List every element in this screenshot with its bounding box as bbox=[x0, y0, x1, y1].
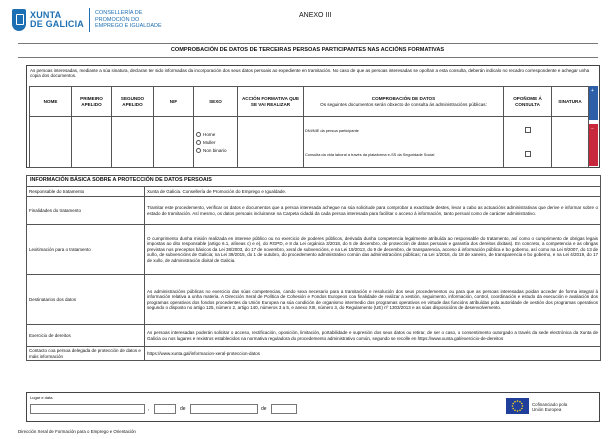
docs-list bbox=[304, 117, 504, 168]
info-text: Xunta de Galicia. Consellería de Promoción do Emprego e Igualdade. bbox=[145, 187, 601, 197]
sex-options bbox=[194, 117, 238, 168]
month-input[interactable] bbox=[190, 404, 258, 414]
eu-flag-icon bbox=[506, 398, 529, 414]
nome-input[interactable] bbox=[30, 117, 72, 168]
remove-row-button[interactable] bbox=[589, 124, 598, 166]
info-text: As persoas interesadas poderán solicitar o acceso, rectificación, oposición, limitación, portabilidade e supresión dos seus datos ou retirar, de ser o caso, o consentimento outorgado a través da sede electrónica da Xunta de Galicia ou nos lugares e rexistros establecidos na normativa reguladora do procedemento administrativo común, segundo se recolle en https://www.xunta.gal/exercicio-de-dereitos bbox=[145, 325, 601, 347]
nif-input[interactable] bbox=[154, 117, 194, 168]
eu-line1: Cofinanciado pola bbox=[532, 402, 568, 407]
info-header-row bbox=[27, 176, 601, 187]
accion-formativa-input[interactable] bbox=[238, 117, 304, 168]
sex-radio-muller[interactable] bbox=[196, 140, 236, 145]
top-divider bbox=[18, 43, 598, 44]
col-primeiro-apelido: PRIMEIRO APELIDO bbox=[72, 87, 112, 117]
eu-cofinancing-text bbox=[532, 402, 567, 413]
day-input[interactable] bbox=[154, 404, 176, 414]
comprobacion-subtitle: Os seguintes documentos serán obxecto de consulta ás administracións públicas: bbox=[320, 101, 487, 107]
eu-stars-icon bbox=[506, 398, 529, 414]
logo-line1: XUNTA bbox=[30, 10, 62, 20]
info-text: Tramitar este procedemento, verificar os datos e documentos que a persoa interesada achegue na súa solicitude para comprobar a exactitude destes, levar a cabo as actuacións administrativas que derive e informar sobre o estado de tramitación. Así mesmo, os datos persoais incluiranse na Carpeta cidadá da cada persoa interesada para facilitar o acceso á información, tanto persoal como de carácter administrativo. bbox=[145, 197, 601, 225]
de-separator-2: de bbox=[261, 406, 267, 412]
place-date-label: Lugar e data bbox=[30, 395, 53, 400]
department-name bbox=[95, 10, 162, 30]
info-label: Destinatarios dos datos bbox=[27, 275, 145, 325]
xunta-logo bbox=[12, 8, 162, 32]
oppose-dni-checkbox[interactable] bbox=[525, 127, 531, 133]
sex-option-label: Muller bbox=[203, 139, 216, 145]
info-label: Lexitimación para o tratamento bbox=[27, 225, 145, 275]
de-separator-1: de bbox=[180, 406, 186, 412]
col-sexo: SEXO bbox=[194, 87, 238, 117]
col-oponome: OPOÑOME Á CONSULTA bbox=[504, 87, 552, 117]
table-row bbox=[27, 197, 601, 225]
info-label: Responsable do tratamento bbox=[27, 187, 145, 197]
doc-item-vida-laboral: Consulta da vida laboral a través da plataforma e-SS da Seguridade Social bbox=[305, 151, 435, 157]
logo-divider bbox=[89, 8, 90, 32]
participants-table bbox=[29, 86, 589, 168]
oponome-cell bbox=[504, 117, 552, 168]
info-label: Exercicio de dereitos bbox=[27, 325, 145, 347]
place-input[interactable] bbox=[30, 404, 145, 414]
plus-icon: + bbox=[591, 88, 594, 94]
dept-line2: PROMOCIÓN DO bbox=[95, 16, 140, 23]
sex-option-label: Home bbox=[203, 131, 216, 137]
table-row bbox=[27, 225, 601, 275]
col-accion: ACCIÓN FORMATIVA QUE SE VAI REALIZAR bbox=[238, 87, 304, 117]
annex-label: ANEXO III bbox=[299, 12, 332, 19]
eu-line2: Unión Europea bbox=[532, 407, 562, 413]
consent-section bbox=[26, 65, 600, 168]
row-controls bbox=[589, 86, 598, 166]
table-header-row bbox=[30, 87, 589, 117]
info-label: Contacto coa persoa delegada de protección de datos e máis información bbox=[27, 347, 145, 361]
info-text: O cumprimento dunha misión realizada en interese público ou no exercicio de poderes públicos, derivada dunha competencia legalmente atribuída ao responsable do tratamento, así como o cumprimento de obrigas legais impostas ao dito responsable (artigo 6.1, alíneas c) e e), do RGPD, e 8 da Lei orgánica 3/2018, do 5 de decembro, de protección de datos persoais e garantía dos dereitos dixitais). En concreto, a competencia e as obrigas previstas nos preceptos básicos da Lei 38/2003, do 17 de novembro, xeral de subvencións, e na Lei 19/2013, do 9 de decembro, de transparencia, acceso á información pública e bo goberno, así como na Lei 9/2007, do 13 de xuño, de subvencións de Galicia; na Lei 39/2015, do 1 de outubro, do procedemento administrativo común das administracións públicas; na Lei 1/2016, do 18 de xaneiro, de transparencia e bo goberno, e na Lei 4/2019, do 17 de xullo, de administración dixital de Galicia. bbox=[145, 225, 601, 275]
footer-text: Dirección Xeral de Formación para o Emprego e Orientación bbox=[18, 429, 136, 434]
comma-separator: , bbox=[148, 406, 150, 412]
primeiro-apelido-input[interactable] bbox=[72, 117, 112, 168]
year-input[interactable] bbox=[271, 404, 297, 414]
document-title: COMPROBACIÓN DE DATOS DE TERCEIRAS PERSOAS PARTICIPANTES NAS ACCIÓNS FORMATIVAS bbox=[170, 47, 445, 53]
data-protection-table bbox=[26, 175, 601, 361]
table-row bbox=[30, 117, 589, 168]
table-row bbox=[27, 187, 601, 197]
info-header: INFORMACIÓN BÁSICA SOBRE A PROTECCIÓN DE DATOS PERSOAIS bbox=[27, 176, 601, 187]
info-label: Finalidades do tratamento bbox=[27, 197, 145, 225]
radio-circle-icon bbox=[196, 140, 201, 145]
title-divider bbox=[18, 57, 598, 58]
col-nif: NIF bbox=[154, 87, 194, 117]
radio-circle-icon bbox=[196, 148, 201, 153]
logo-line2: DE GALICIA bbox=[30, 19, 85, 29]
comprobacion-title: COMPROBACIÓN DE DATOS bbox=[371, 96, 436, 102]
info-text: As administracións públicas no exercicio das súas competencias, cando sexa necesario para a tramitación e resolución dos seus procedementos ou para que as persoas interesadas poidan acceder de forma integral á información relativa a unha materia. A Dirección Xeral de Política de Cohesión e Fondos Europeos coa finalidade de realizar a xestión, seguimento, información, control, coordinación e estudo da execución e avaliación dos programas operativos dos fondos procedentes da Unión Europea na súa condición de organismo intermedio dos programas operativos en virtude das funcións atribuídas pola autoridade de xestión dos programas operativos segundo o disposto no artigo 125, número 2, artigo 140, números 3 a 5, e anexo XIII, número 3, do Regulamento (UE) nº 1303/2013 e as súas disposicións de desenvolvemento. bbox=[145, 275, 601, 325]
table-row bbox=[27, 275, 601, 325]
sex-radio-non-binario[interactable] bbox=[196, 148, 236, 153]
table-row bbox=[27, 325, 601, 347]
sex-radio-home[interactable] bbox=[196, 132, 236, 137]
consent-intro: As persoas interesadas, mediante a súa sinatura, declaran ter sido informadas da incorporación dos seus datos persoais ao expediente en tramitación. No caso de que as persoas interesadas se opoñan a esta consulta, deberán indicalo no recadro correspondente e achegar unha copia dos documentos. bbox=[30, 68, 590, 79]
col-comprobacion bbox=[304, 87, 504, 117]
segundo-apelido-input[interactable] bbox=[112, 117, 154, 168]
sex-option-label: Non binario bbox=[203, 147, 227, 153]
col-segundo-apelido: SEGUNDO APELIDO bbox=[112, 87, 154, 117]
dept-line1: CONSELLERÍA DE bbox=[95, 10, 143, 17]
add-row-button[interactable] bbox=[589, 86, 598, 120]
col-sinatura: SINATURA bbox=[552, 87, 589, 117]
radio-circle-icon bbox=[196, 132, 201, 137]
oppose-vida-laboral-checkbox[interactable] bbox=[525, 151, 531, 157]
col-nome: NOME bbox=[30, 87, 72, 117]
dept-line3: EMPREGO E IGUALDADE bbox=[95, 23, 162, 30]
sinatura-input[interactable] bbox=[552, 117, 589, 168]
doc-item-dni: DNI/NIE da persoa participante bbox=[305, 127, 359, 133]
table-row bbox=[27, 347, 601, 361]
logo-wordmark bbox=[30, 11, 84, 29]
xunta-shield-icon bbox=[12, 9, 26, 31]
info-link[interactable]: https://www.xunta.gal/informacion-xeral-proteccion-datos bbox=[145, 347, 601, 361]
page-header bbox=[12, 6, 604, 40]
minus-icon: − bbox=[591, 126, 594, 132]
